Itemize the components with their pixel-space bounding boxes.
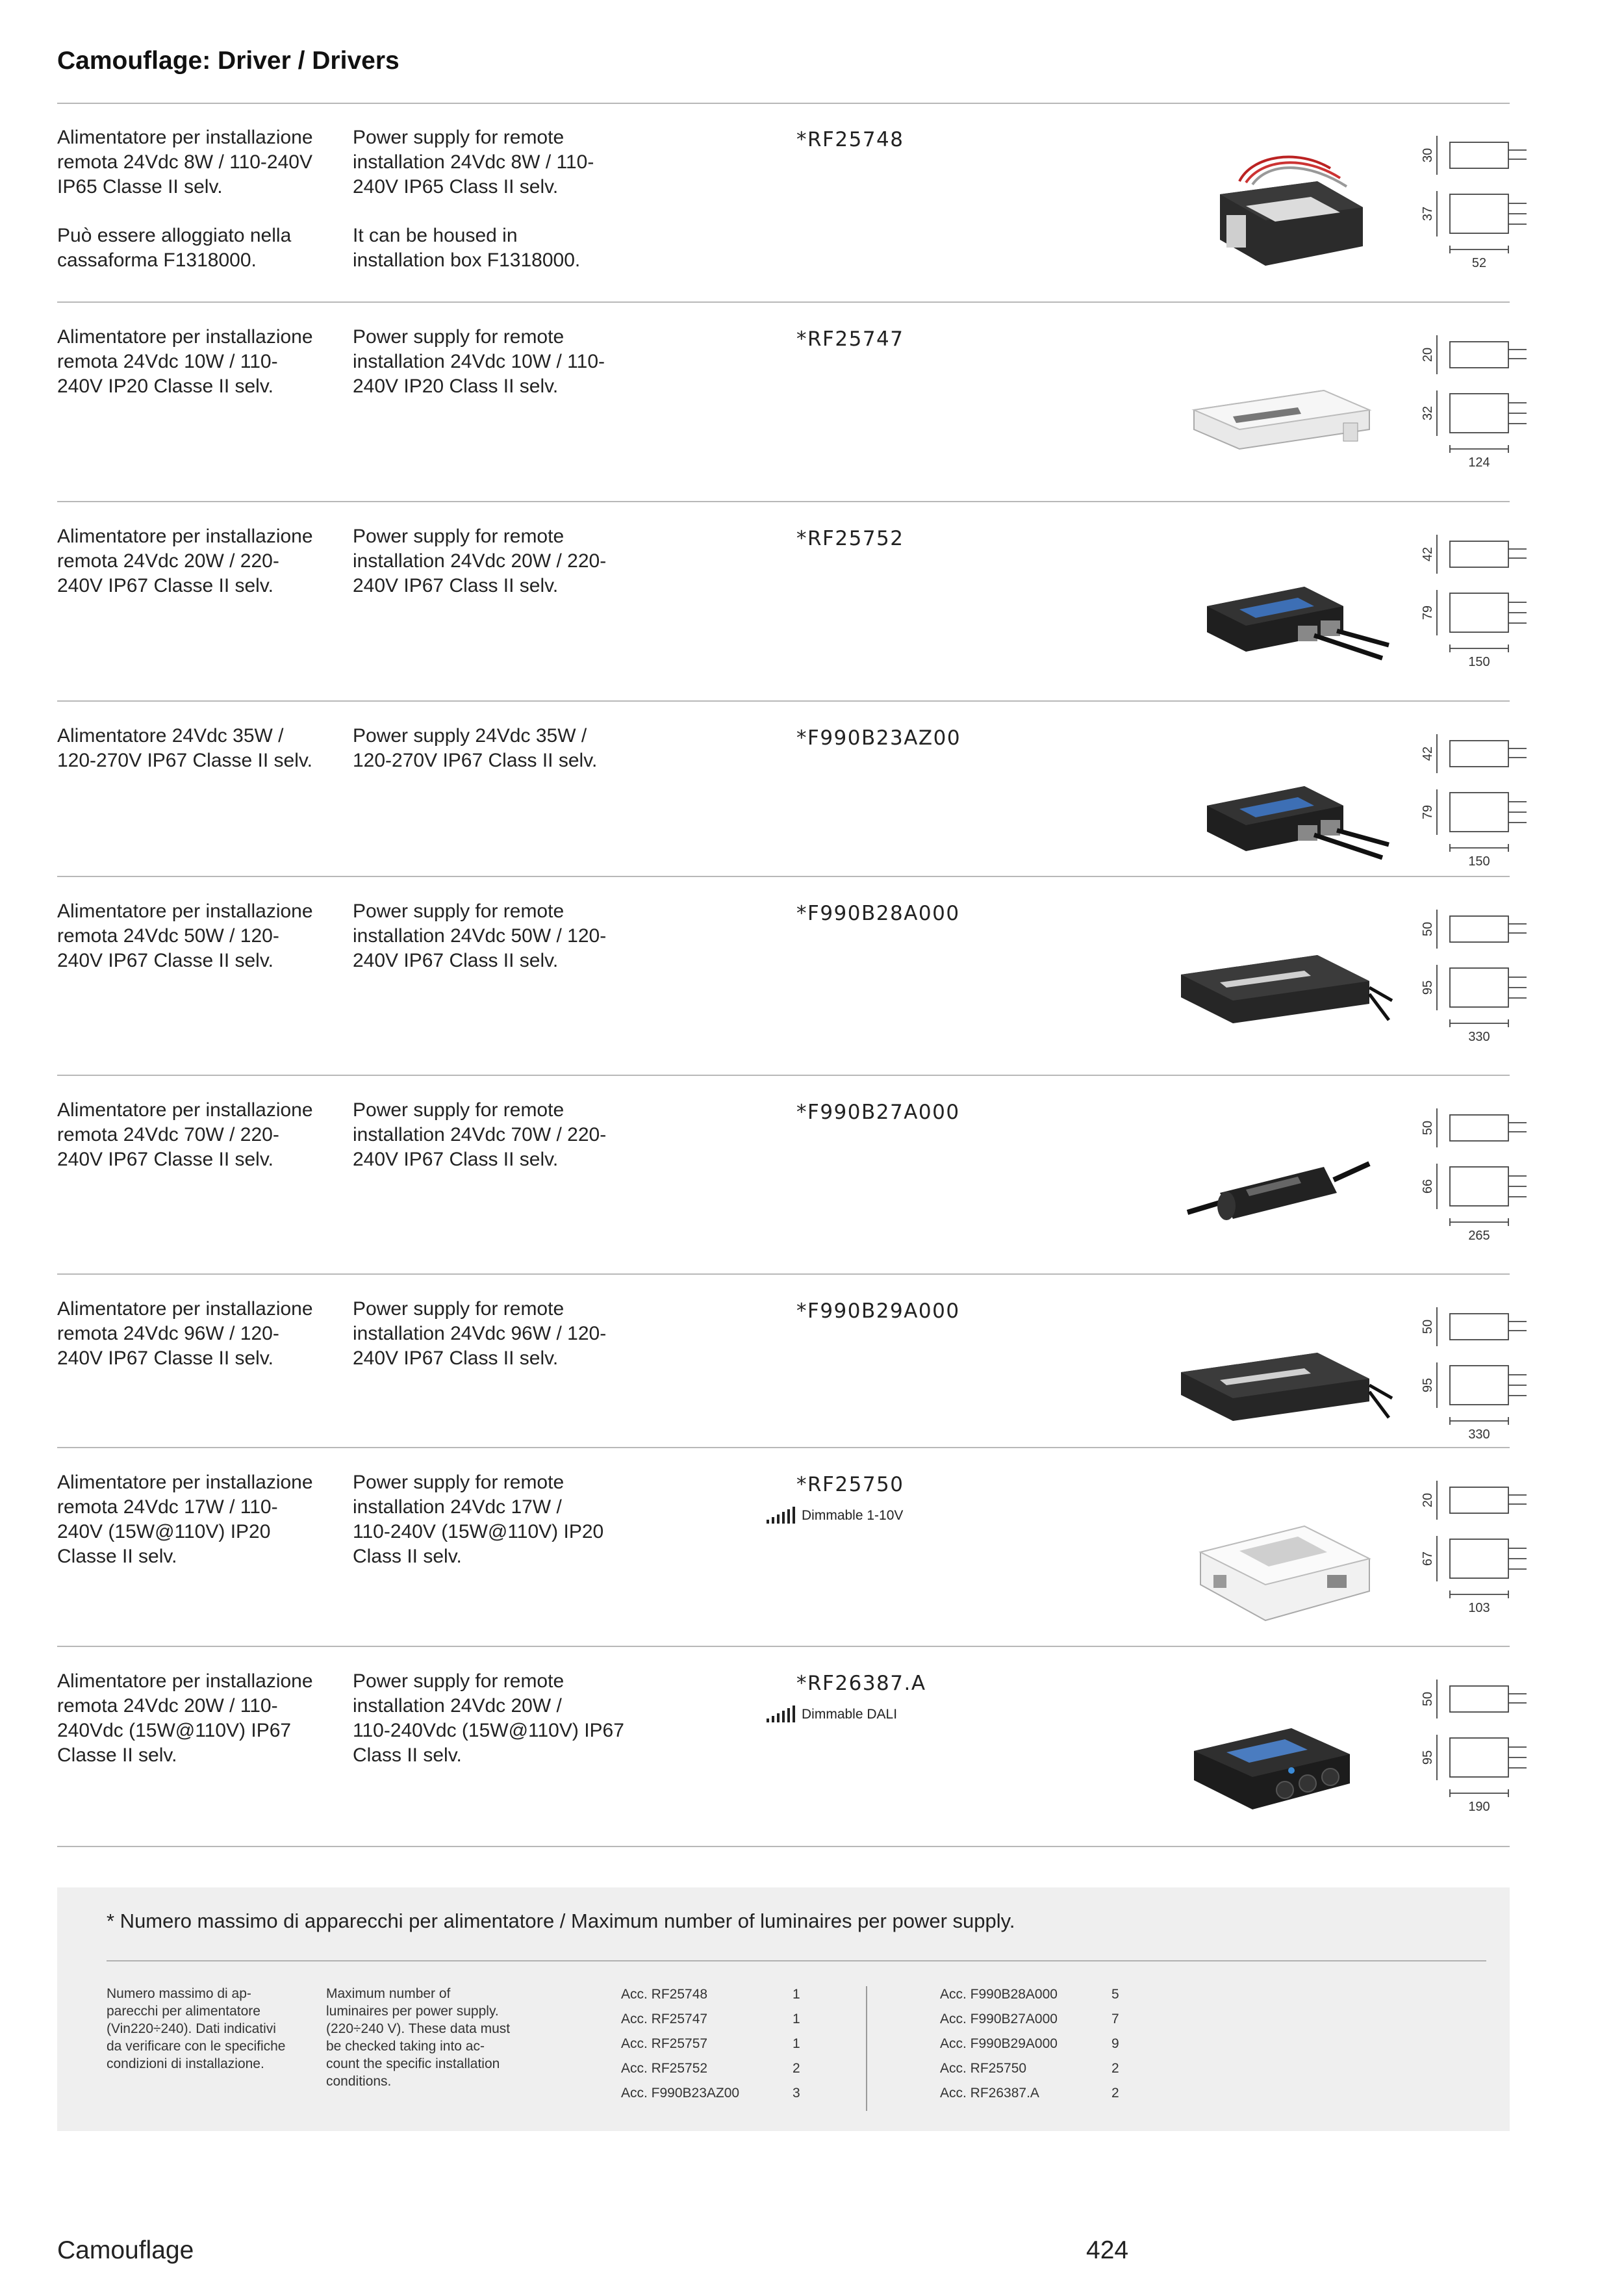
accessory-count: 5 <box>1111 1987 1119 2002</box>
dimension-depth: 79 <box>1421 804 1435 820</box>
description-english <box>353 1098 632 1172</box>
description-english <box>353 724 632 773</box>
dimension-drawing <box>1408 1660 1538 1829</box>
product-row <box>57 702 1510 877</box>
description-italian <box>57 524 336 598</box>
accessory-name: Acc. F990B27A000 <box>940 2012 1058 2026</box>
dimension-length: 330 <box>1468 1030 1490 1044</box>
footnote-panel <box>57 1887 1510 2131</box>
page-number: 424 <box>1086 2236 1129 2264</box>
dimension-depth: 37 <box>1421 206 1435 222</box>
dimension-length: 265 <box>1468 1229 1490 1243</box>
english-paragraph: It can be housed in installation box F1318000. <box>353 225 581 271</box>
description-italian <box>57 724 336 773</box>
dimension-drawing <box>1408 715 1538 884</box>
product-photo <box>1161 903 1395 1053</box>
signal-bars-icon <box>767 1507 795 1524</box>
description-english <box>353 1470 632 1569</box>
italian-paragraph: Alimentatore per installazione remota 24Vdc 50W / 120- 240V IP67 Classe II selv. <box>57 901 313 971</box>
footnote-text: * Numero massimo di apparecchi per alimentatore / Maximum number of luminaires per power supply. <box>107 1910 1015 1932</box>
description-english <box>353 325 632 399</box>
description-english <box>353 1297 632 1371</box>
dimension-length: 330 <box>1468 1427 1490 1442</box>
signal-bars-icon <box>767 1706 795 1722</box>
dimension-height: 20 <box>1421 1492 1435 1508</box>
english-paragraph: Power supply for remote installation 24Vdc 96W / 120- 240V IP67 Class II selv. <box>353 1298 607 1369</box>
description-italian <box>57 1297 336 1371</box>
product-code: *RF25747 <box>796 327 904 351</box>
product-code: *F990B28A000 <box>796 902 960 925</box>
product-photo <box>1161 1301 1395 1450</box>
dimension-height: 30 <box>1421 147 1435 163</box>
dimension-depth: 79 <box>1421 605 1435 620</box>
accessory-name: Acc. F990B29A000 <box>940 2036 1058 2051</box>
dimension-length: 124 <box>1468 455 1490 470</box>
product-row <box>57 1275 1510 1448</box>
accessory-count: 1 <box>793 2036 800 2051</box>
product-photo <box>1161 1474 1395 1624</box>
english-paragraph: Power supply 24Vdc 35W / 120-270V IP67 Class II selv. <box>353 725 598 771</box>
dimension-height: 20 <box>1421 347 1435 363</box>
italian-paragraph: Alimentatore per installazione remota 24Vdc 96W / 120- 240V IP67 Classe II selv. <box>57 1298 313 1369</box>
product-code: *RF25752 <box>796 527 904 550</box>
english-paragraph: Power supply for remote installation 24Vdc 50W / 120- 240V IP67 Class II selv. <box>353 901 607 971</box>
dimmable-badge <box>767 1706 897 1722</box>
description-italian <box>57 1098 336 1172</box>
accessory-name: Acc. RF25748 <box>621 1987 708 2002</box>
accessory-name: Acc. F990B23AZ00 <box>621 2086 740 2101</box>
description-english <box>353 524 632 598</box>
dimension-drawing <box>1408 1089 1538 1258</box>
dimension-depth: 95 <box>1421 980 1435 995</box>
product-code: *F990B27A000 <box>796 1101 960 1124</box>
product-code: *RF25748 <box>796 128 904 151</box>
accessory-name: Acc. RF25757 <box>621 2036 708 2051</box>
description-italian <box>57 125 336 273</box>
english-paragraph: Power supply for remote installation 24Vdc 17W / 110-240V (15W@110V) IP20 Class II selv. <box>353 1472 604 1567</box>
product-row <box>57 103 1510 303</box>
italian-paragraph: Alimentatore per installazione remota 24Vdc 70W / 220- 240V IP67 Classe II selv. <box>57 1099 313 1170</box>
dimension-height: 50 <box>1421 1691 1435 1707</box>
accessory-name: Acc. RF25750 <box>940 2061 1027 2076</box>
accessory-count: 2 <box>1111 2061 1119 2076</box>
dimension-depth: 67 <box>1421 1551 1435 1566</box>
description-english <box>353 1669 632 1768</box>
dimension-drawing <box>1408 1461 1538 1630</box>
product-photo <box>1161 129 1395 279</box>
dimension-depth: 95 <box>1421 1750 1435 1765</box>
description-italian <box>57 325 336 399</box>
footnote-rule <box>107 1960 1486 1961</box>
english-paragraph: Power supply for remote installation 24Vdc 8W / 110- 240V IP65 Class II selv. <box>353 127 594 198</box>
dimension-length: 150 <box>1468 655 1490 669</box>
italian-paragraph: Alimentatore per installazione remota 24Vdc 17W / 110- 240V (15W@110V) IP20 Classe II selv. <box>57 1472 313 1567</box>
product-code: *RF25750 <box>796 1473 904 1496</box>
italian-paragraph: Alimentatore 24Vdc 35W / 120-270V IP67 Classe II selv. <box>57 725 312 771</box>
dimension-depth: 32 <box>1421 405 1435 421</box>
italian-paragraph: Può essere alloggiato nella cassaforma F1318000. <box>57 225 292 271</box>
product-row <box>57 502 1510 702</box>
page-title: Camouflage: Driver / Drivers <box>57 47 400 75</box>
product-row <box>57 1448 1510 1647</box>
dimmable-badge <box>767 1507 903 1524</box>
dimension-length: 52 <box>1471 256 1487 270</box>
dimension-drawing <box>1408 316 1538 485</box>
product-code: *F990B23AZ00 <box>796 726 961 750</box>
footnote-note-english: Maximum number of luminaires per power supply. (220÷240 V). These data must be checked taking into ac- count the specific installation conditions. <box>326 1986 511 2089</box>
product-row <box>57 303 1510 502</box>
accessory-divider <box>866 1986 867 2111</box>
product-row <box>57 1647 1510 1847</box>
product-photo <box>1161 1102 1395 1251</box>
description-italian <box>57 899 336 973</box>
english-paragraph: Power supply for remote installation 24Vdc 20W / 220- 240V IP67 Class II selv. <box>353 526 607 596</box>
italian-paragraph: Alimentatore per installazione remota 24Vdc 10W / 110- 240V IP20 Classe II selv. <box>57 326 313 397</box>
english-paragraph: Power supply for remote installation 24Vdc 70W / 220- 240V IP67 Class II selv. <box>353 1099 607 1170</box>
dimension-drawing <box>1408 515 1538 684</box>
dimension-drawing <box>1408 116 1538 285</box>
product-code: *F990B29A000 <box>796 1299 960 1323</box>
accessory-count: 1 <box>793 2012 800 2026</box>
accessory-name: Acc. RF25752 <box>621 2061 708 2076</box>
dimension-height: 50 <box>1421 921 1435 937</box>
english-paragraph: Power supply for remote installation 24Vdc 20W / 110-240Vdc (15W@110V) IP67 Class II selv. <box>353 1670 624 1766</box>
dimension-length: 190 <box>1468 1800 1490 1814</box>
description-italian <box>57 1669 336 1768</box>
dimmable-label: Dimmable DALI <box>802 1707 898 1722</box>
dimmable-label: Dimmable 1-10V <box>802 1508 904 1523</box>
description-english <box>353 125 632 273</box>
italian-paragraph: Alimentatore per installazione remota 24Vdc 20W / 220- 240V IP67 Classe II selv. <box>57 526 313 596</box>
dimension-length: 150 <box>1468 854 1490 869</box>
dimension-height: 50 <box>1421 1319 1435 1335</box>
product-photo <box>1161 329 1395 478</box>
dimension-length: 103 <box>1468 1601 1490 1615</box>
product-code: *RF26387.A <box>796 1672 926 1695</box>
accessory-count: 7 <box>1111 2012 1119 2026</box>
accessory-count: 9 <box>1111 2036 1119 2051</box>
footnote-note-italian: Numero massimo di ap- parecchi per alimentatore (Vin220÷240). Dati indicativi da verificare con le specifiche condizioni di installazione. <box>107 1986 286 2071</box>
footer-brand: Camouflage <box>57 2236 194 2264</box>
dimension-depth: 95 <box>1421 1377 1435 1393</box>
product-row <box>57 1076 1510 1275</box>
dimension-height: 42 <box>1421 546 1435 562</box>
dimension-height: 42 <box>1421 746 1435 761</box>
dimension-depth: 66 <box>1421 1179 1435 1194</box>
product-photo <box>1161 728 1395 877</box>
accessory-count: 3 <box>793 2086 800 2101</box>
product-row <box>57 877 1510 1076</box>
italian-paragraph: Alimentatore per installazione remota 24Vdc 20W / 110- 240Vdc (15W@110V) IP67 Classe II selv. <box>57 1670 313 1766</box>
accessory-name: Acc. RF26387.A <box>940 2086 1039 2101</box>
dimension-height: 50 <box>1421 1120 1435 1136</box>
accessory-name: Acc. F990B28A000 <box>940 1987 1058 2002</box>
accessory-count: 2 <box>793 2061 800 2076</box>
accessory-count: 1 <box>793 1987 800 2002</box>
product-photo <box>1161 1673 1395 1822</box>
description-italian <box>57 1470 336 1569</box>
product-photo <box>1161 528 1395 678</box>
accessory-name: Acc. RF25747 <box>621 2012 708 2026</box>
accessory-count: 2 <box>1111 2086 1119 2101</box>
description-english <box>353 899 632 973</box>
dimension-drawing <box>1408 1288 1538 1457</box>
english-paragraph: Power supply for remote installation 24Vdc 10W / 110- 240V IP20 Class II selv. <box>353 326 605 397</box>
italian-paragraph: Alimentatore per installazione remota 24Vdc 8W / 110-240V IP65 Classe II selv. <box>57 127 313 198</box>
dimension-drawing <box>1408 890 1538 1059</box>
